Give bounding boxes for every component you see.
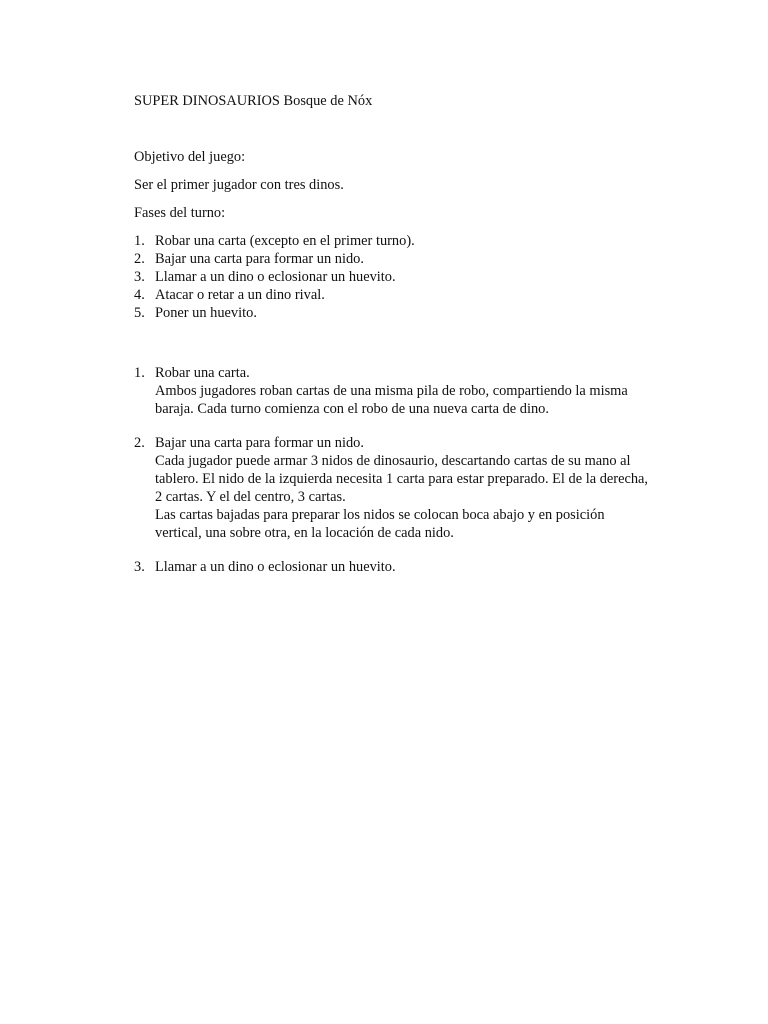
phase-item bbox=[134, 286, 694, 304]
section-body bbox=[155, 558, 694, 576]
section-line: vertical, una sobre otra, en la locación de cada nido. bbox=[155, 525, 454, 541]
phase-number: 2. bbox=[134, 251, 145, 267]
phase-item bbox=[134, 304, 694, 322]
phase-number: 1. bbox=[134, 233, 145, 249]
section-body bbox=[155, 434, 694, 542]
document-content bbox=[134, 92, 694, 576]
section-line: Las cartas bajadas para preparar los nidos se colocan boca abajo y en posición bbox=[155, 507, 605, 523]
phase-number: 5. bbox=[134, 305, 145, 321]
phase-text: Robar una carta (excepto en el primer turno). bbox=[155, 233, 415, 249]
phase-number: 3. bbox=[134, 269, 145, 285]
phases-list bbox=[134, 232, 694, 322]
objective-heading: Objetivo del juego: bbox=[134, 149, 246, 165]
section-line: baraja. Cada turno comienza con el robo de una nueva carta de dino. bbox=[155, 401, 549, 417]
section-line: 2 cartas. Y el del centro, 3 cartas. bbox=[155, 489, 346, 505]
section-heading: Llamar a un dino o eclosionar un huevito. bbox=[155, 559, 396, 575]
phase-number: 4. bbox=[134, 287, 145, 303]
section-number: 1. bbox=[134, 365, 145, 381]
section-line: tablero. El nido de la izquierda necesita 1 carta para estar preparado. El de la derecha, bbox=[155, 471, 649, 487]
phase-text: Llamar a un dino o eclosionar un huevito. bbox=[155, 269, 396, 285]
section-body bbox=[155, 364, 694, 418]
section-number: 3. bbox=[134, 559, 145, 575]
section-heading: Robar una carta. bbox=[155, 365, 250, 381]
phase-item bbox=[134, 250, 694, 268]
section-bajar bbox=[134, 434, 694, 542]
phase-item bbox=[134, 268, 694, 286]
objective-text: Ser el primer jugador con tres dinos. bbox=[134, 177, 344, 193]
phase-text: Atacar o retar a un dino rival. bbox=[155, 287, 325, 303]
section-robar bbox=[134, 364, 694, 418]
phase-item bbox=[134, 232, 694, 250]
section-line: Cada jugador puede armar 3 nidos de dinosaurio, descartando cartas de su mano al bbox=[155, 453, 631, 469]
phases-heading: Fases del turno: bbox=[134, 205, 226, 221]
phase-text: Poner un huevito. bbox=[155, 305, 257, 321]
phase-text: Bajar una carta para formar un nido. bbox=[155, 251, 364, 267]
section-heading: Bajar una carta para formar un nido. bbox=[155, 435, 364, 451]
section-line: Ambos jugadores roban cartas de una misma pila de robo, compartiendo la misma bbox=[155, 383, 628, 399]
section-llamar bbox=[134, 558, 694, 576]
document-title: SUPER DINOSAURIOS Bosque de Nóx bbox=[134, 93, 373, 109]
section-number: 2. bbox=[134, 435, 145, 451]
